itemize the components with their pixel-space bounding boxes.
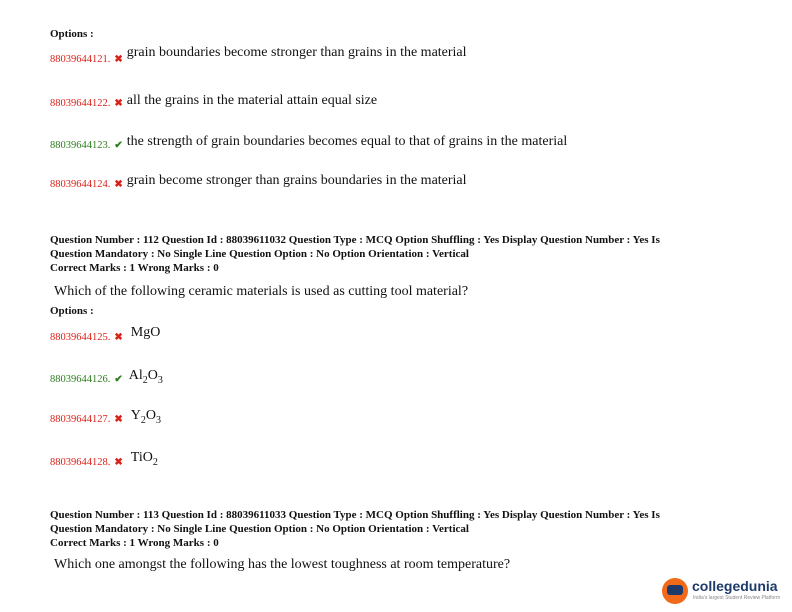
question-text: Which of the following ceramic materials is used as cutting tool material? xyxy=(54,284,469,299)
check-icon: ✔ xyxy=(114,140,123,151)
option-row xyxy=(50,45,467,67)
question-meta-line: Question Number : 113 Question Id : 88039611033 Question Type : MCQ Option Shuffling : Yes Display Question Number : Yes Is xyxy=(50,509,660,521)
cross-icon: ✖ xyxy=(114,98,123,109)
option-row xyxy=(50,135,567,153)
check-icon: ✔ xyxy=(114,374,123,385)
option-id: 88039644126. xyxy=(50,374,111,385)
option-row xyxy=(50,327,160,345)
option-text: $Y_2O_3$ xyxy=(130,408,162,426)
question-text: Which one amongst the following has the lowest toughness at room temperature? xyxy=(54,557,511,572)
question-marks: Correct Marks : 1 Wrong Marks : 0 xyxy=(50,262,219,274)
option-text: MgO xyxy=(130,325,161,340)
question-meta xyxy=(50,508,770,550)
option-text: $Al_2O_3$ xyxy=(128,368,163,386)
question-marks: Correct Marks : 1 Wrong Marks : 0 xyxy=(50,537,219,549)
cross-icon: ✖ xyxy=(114,457,123,468)
option-row xyxy=(50,409,161,429)
option-id: 88039644127. xyxy=(50,414,111,425)
option-text: grain boundaries become stronger than grains in the material xyxy=(126,45,467,60)
option-row xyxy=(50,174,467,192)
option-text: grain become stronger than grains boundaries in the material xyxy=(126,173,467,188)
logo-tagline: India's largest Student Review Platform xyxy=(693,595,781,601)
option-id: 88039644123. xyxy=(50,140,111,151)
cross-icon: ✖ xyxy=(114,332,123,343)
collegedunia-logo xyxy=(662,576,788,606)
cross-icon: ✖ xyxy=(114,414,123,425)
logo-name: collegedunia xyxy=(692,578,778,594)
option-text: the strength of grain boundaries becomes equal to that of grains in the material xyxy=(126,134,568,149)
question-meta-line: Question Mandatory : No Single Line Question Option : No Option Orientation : Vertical xyxy=(50,523,469,535)
option-id: 88039644121. xyxy=(50,54,111,65)
options-label: Options : xyxy=(50,305,94,317)
question-meta-line: Question Number : 112 Question Id : 88039611032 Question Type : MCQ Option Shuffling : Yes Display Question Number : Yes Is xyxy=(50,234,660,246)
option-id: 88039644124. xyxy=(50,179,111,190)
option-text: TiO$_2$ xyxy=(130,450,158,468)
option-id: 88039644125. xyxy=(50,332,111,343)
cross-icon: ✖ xyxy=(114,54,123,65)
option-row xyxy=(50,93,377,111)
question-meta xyxy=(50,233,770,275)
option-text: all the grains in the material attain equal size xyxy=(126,93,378,108)
option-id: 88039644128. xyxy=(50,457,111,468)
options-label: Options : xyxy=(50,28,94,40)
cross-icon: ✖ xyxy=(114,179,123,190)
question-meta-line: Question Mandatory : No Single Line Question Option : No Option Orientation : Vertical xyxy=(50,248,469,260)
option-id: 88039644122. xyxy=(50,98,111,109)
option-row xyxy=(50,452,158,472)
option-row xyxy=(50,369,163,389)
